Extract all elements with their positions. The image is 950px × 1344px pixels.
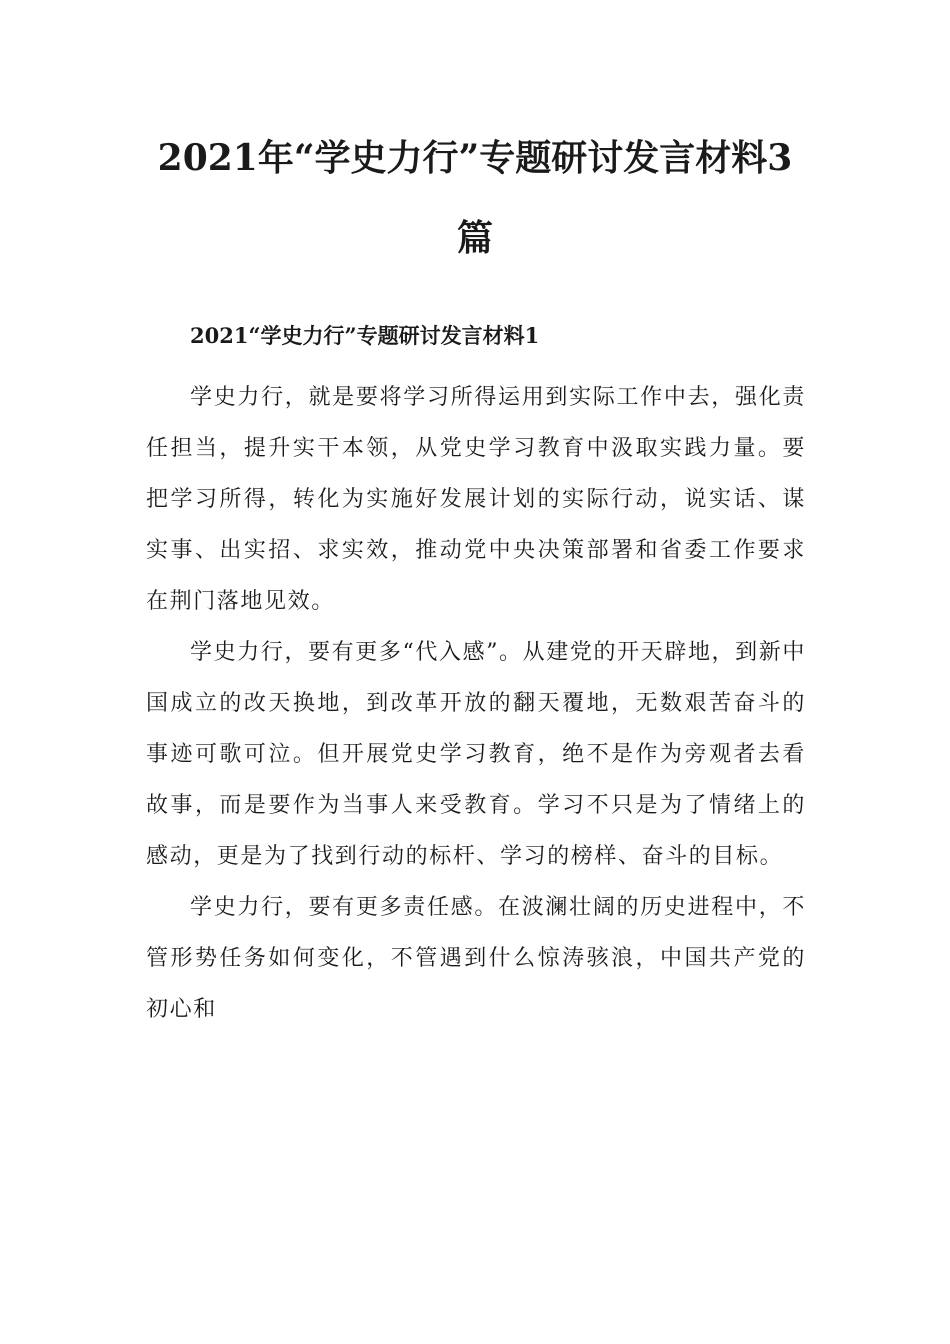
document-title: 2021年“学史力行”专题研讨发言材料3篇	[157, 137, 793, 259]
paragraph-2: 学史力行，要有更多“代入感”。从建党的开天辟地，到新中国成立的改天换地，到改革开放的翻天覆地，无数艰苦奋斗的事迹可歌可泣。但开展党史学习教育，绝不是作为旁观者去看故事，而是要作为当事人来受教育。学习不只是为了情绪上的感动，更是为了找到行动的标杆、学习的榜样、奋斗的目标。	[146, 640, 806, 869]
document-body	[146, 372, 806, 1035]
section-heading: 2021“学史力行”专题研讨发言材料1	[190, 323, 540, 348]
paragraph-3: 学史力行，要有更多责任感。在波澜壮阔的历史进程中，不管形势任务如何变化，不管遇到什么惊涛骇浪，中国共产党的初心和	[146, 895, 806, 1022]
paragraph-1: 学史力行，就是要将学习所得运用到实际工作中去，强化责任担当，提升实干本领，从党史学习教育中汲取实践力量。要把学习所得，转化为实施好发展计划的实际行动，说实话、谋实事、出实招、求实效，推动党中央决策部署和省委工作要求在荆门落地见效。	[146, 385, 806, 614]
